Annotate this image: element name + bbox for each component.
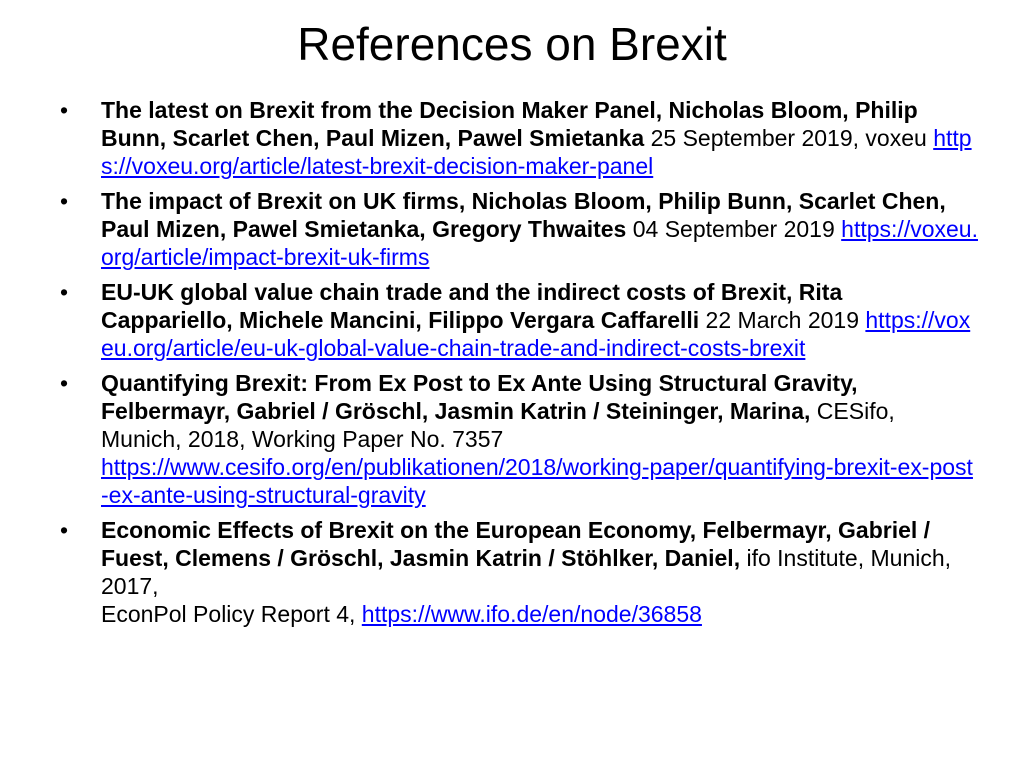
- reference-title: EU-UK global value chain trade and the indirect costs of Brexit, Rita Cappariello, Michele Mancini, Filippo Vergara Caffarelli: [101, 279, 843, 333]
- bullet-icon: •: [60, 279, 69, 305]
- reference-link[interactable]: https://voxeu.org/article/impact-brexit-uk-firms: [101, 216, 978, 270]
- reference-details: 25 September 2019, voxeu: [644, 125, 934, 151]
- reference-details: 04 September 2019: [626, 216, 842, 242]
- reference-item-1: [60, 96, 980, 180]
- reference-link[interactable]: https://www.ifo.de/en/node/36858: [361, 601, 702, 627]
- reference-details-secondary: EconPol Policy Report 4,: [101, 601, 362, 627]
- reference-item-4: [60, 369, 980, 509]
- reference-link[interactable]: https://voxeu.org/article/latest-brexit-decision-maker-panel: [101, 125, 972, 179]
- reference-title: Economic Effects of Brexit on the European Economy, Felbermayr, Gabriel / Fuest, Clemens / Gröschl, Jasmin Katrin / Stöhlker, Daniel,: [101, 517, 931, 571]
- reference-link[interactable]: https://voxeu.org/article/eu-uk-global-value-chain-trade-and-indirect-costs-brexit: [101, 307, 971, 361]
- slide-title: References on Brexit: [297, 18, 727, 70]
- reference-title: The impact of Brexit on UK firms, Nicholas Bloom, Philip Bunn, Scarlet Chen, Paul Mizen, Pawel Smietanka, Gregory Thwaites: [101, 188, 946, 242]
- reference-title: Quantifying Brexit: From Ex Post to Ex Ante Using Structural Gravity, Felbermayr, Gabriel / Gröschl, Jasmin Katrin / Steininger, Marina,: [101, 370, 858, 424]
- reference-details: ifo Institute, Munich, 2017,: [101, 545, 952, 599]
- reference-details: 22 March 2019: [699, 307, 866, 333]
- reference-details: CESifo, Munich, 2018, Working Paper No. 7357: [101, 398, 895, 452]
- bullet-icon: •: [60, 370, 69, 396]
- reference-item-3: [60, 278, 980, 362]
- reference-item-5: [60, 516, 980, 628]
- bullet-icon: •: [60, 188, 69, 214]
- bullet-icon: •: [60, 517, 69, 543]
- reference-title: The latest on Brexit from the Decision Maker Panel, Nicholas Bloom, Philip Bunn, Scarlet Chen, Paul Mizen, Pawel Smietanka: [101, 97, 918, 151]
- reference-item-2: [60, 187, 980, 271]
- reference-link[interactable]: https://www.cesifo.org/en/publikationen/2018/working-paper/quantifying-brexit-ex-post-ex-ante-using-structural-gravity: [101, 454, 973, 508]
- bullet-icon: •: [60, 97, 69, 123]
- reference-list: [60, 96, 980, 635]
